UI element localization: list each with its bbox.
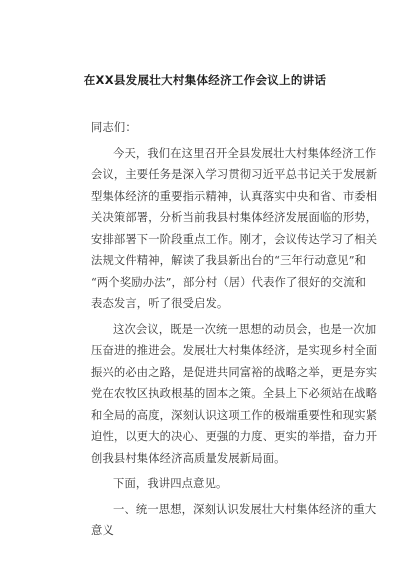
paragraph-line: “两个奖励办法”，部分村（居）代表作了很好的交流和 [91,275,367,289]
paragraph-line: 这次会议，既是一次统一思想的动员会，也是一次加 [113,322,377,336]
document-title: 在XX县发展壮大村集体经济工作会议上的讲话 [83,73,327,87]
speech-body [91,117,378,542]
paragraph-line: 今天，我们在这里召开全县发展壮大村集体经济工作 [113,146,377,160]
paragraph-2 [91,319,378,470]
paragraph-1 [91,143,378,315]
paragraph-3 [91,473,331,495]
paragraph-line: 会议，主要任务是深入学习贯彻习近平总书记关于发展新 [91,168,378,181]
salutation: 同志们： [91,121,137,134]
paragraph-line: 型集体经济的重要指示精神，认真落实中央和省、市委相 [91,189,378,203]
paragraph-line: 压奋进的推进会。发展壮大村集体经济，是实现乡村全面 [91,344,378,357]
heading-line: 意义 [91,524,114,537]
paragraph-line: 关决策部署，分析当前我县村集体经济发展面临的形势， [91,211,378,224]
paragraph-line: 迫性，以更大的决心、更强的力度、更实的举措，奋力开 [91,430,378,443]
paragraph-line: 创我县村集体经济高质量发展新局面。 [91,451,286,465]
paragraph-line: 表态发言，听了很受启发。 [91,297,229,310]
paragraph-line: 法规文件精神，解读了我县新出台的“三年行动意见”和 [91,254,367,267]
section-heading-1 [91,499,377,542]
paragraph-line: 振兴的必由之路，是促进共同富裕的战略之举，更是夯实 [91,365,378,379]
heading-line: 一、统一思想，深刻认识发展壮大村集体经济的重大 [113,502,377,516]
paragraph-line: 下面，我讲四点意见。 [113,477,228,490]
paragraph-line: 安排部署下一阶段重点工作。刚才，会议传达学习了相关 [91,232,378,246]
paragraph-line: 党在农牧区执政根基的固本之策。全县上下必须站在战略 [91,387,378,400]
paragraph-line: 和全局的高度，深刻认识这项工作的极端重要性和现实紧 [91,408,378,422]
